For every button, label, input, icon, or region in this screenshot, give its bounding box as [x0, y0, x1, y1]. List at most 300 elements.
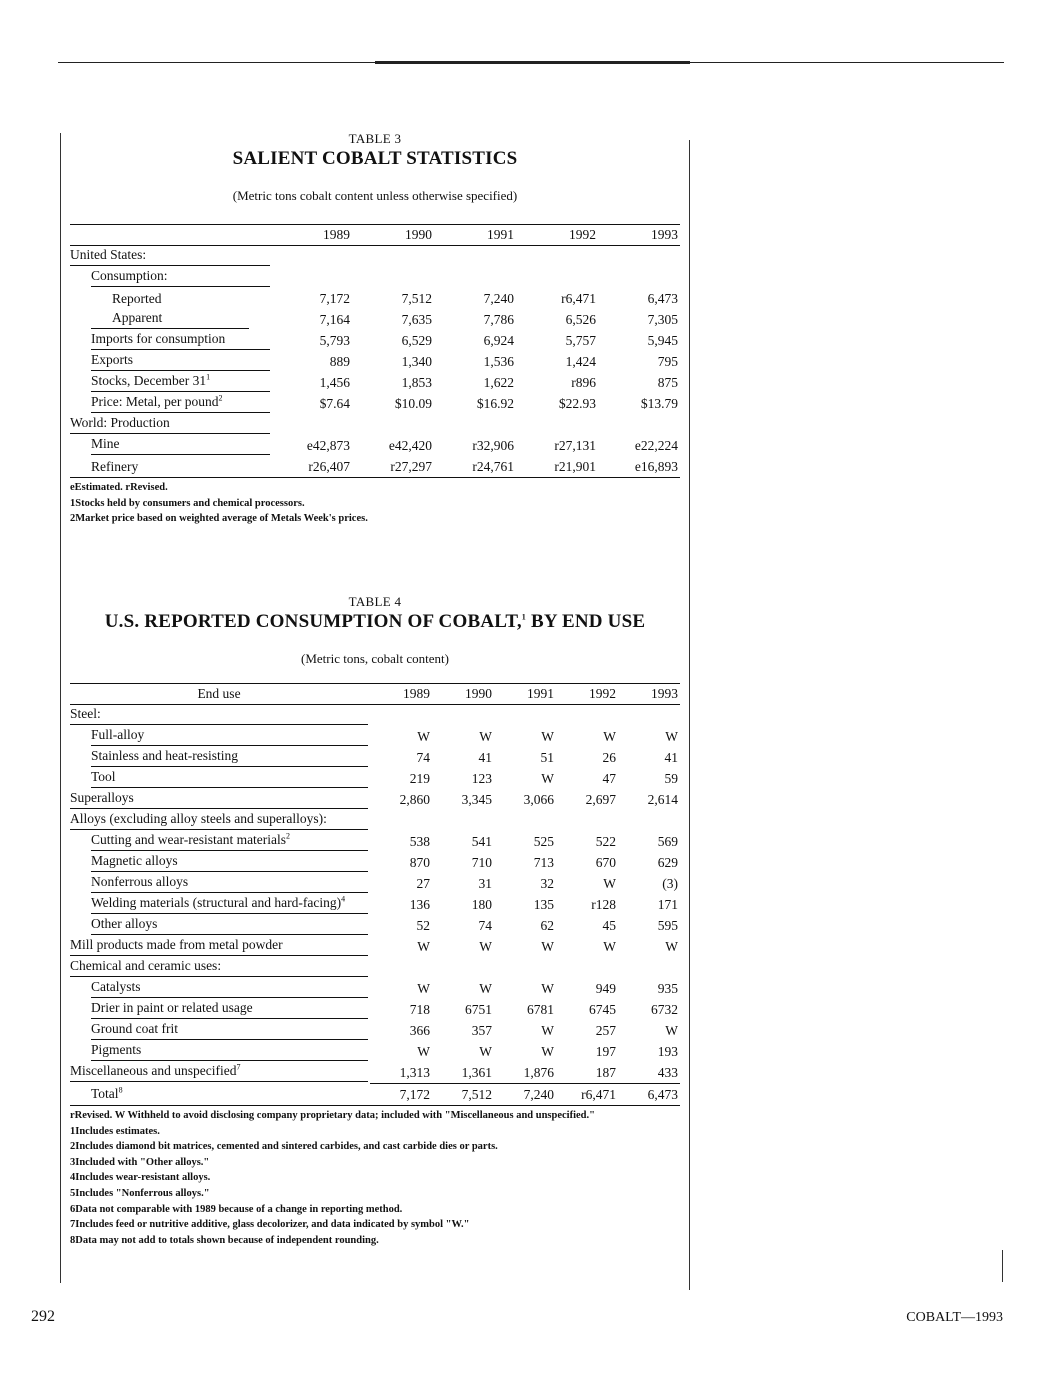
value-cell: 59: [664, 770, 678, 786]
value-cell: 41: [664, 749, 678, 765]
value-cell: [434, 267, 516, 288]
value-cell: W: [603, 875, 616, 891]
row-label-wrap: [91, 1042, 368, 1061]
value-cell: 7,172: [370, 1084, 432, 1106]
table3: [70, 131, 680, 527]
row-label-cell: [70, 1020, 370, 1041]
value-cell: 197: [595, 1043, 616, 1059]
year-header: 1993: [618, 684, 680, 705]
value-cell: 889: [329, 353, 350, 369]
row-label-cell: [70, 267, 270, 288]
top-rule-accent: [375, 61, 690, 64]
value-cell: 357: [471, 1022, 492, 1038]
value-cell: 1,853: [401, 374, 432, 390]
value-cell: 7,305: [647, 311, 678, 327]
row-label: Alloys (excluding alloy steels and superalloys):: [70, 811, 327, 826]
value-cell: [352, 414, 434, 435]
table4-header-label: End use: [70, 684, 370, 705]
table3-subtitle: (Metric tons cobalt content unless otherwise specified): [232, 188, 518, 203]
value-cell: 257: [595, 1022, 616, 1038]
table4-grid: [70, 683, 680, 1106]
value-cell: 1,361: [461, 1064, 492, 1080]
table4-title: [70, 611, 680, 633]
footnote: 2Includes diamond bit matrices, cemented and sintered carbides, and cast carbide dies or parts.: [70, 1141, 498, 1153]
table-row: [70, 915, 680, 936]
value-cell: W: [603, 938, 616, 954]
value-cell: r896: [571, 374, 596, 390]
table-row: [70, 726, 680, 747]
value-cell: e42,873: [306, 437, 350, 453]
value-cell: 2,860: [399, 791, 430, 807]
value-cell: 32: [540, 875, 554, 891]
row-label: Magnetic alloys: [91, 853, 178, 868]
table-row: [70, 414, 680, 435]
row-label-footnote-ref: 8: [118, 1085, 123, 1095]
value-cell: 875: [657, 374, 678, 390]
row-label-cell: [70, 978, 370, 999]
value-cell: 710: [471, 854, 492, 870]
value-cell: [494, 810, 556, 831]
value-cell: 180: [471, 896, 492, 912]
value-cell: W: [417, 938, 430, 954]
row-label-wrap: [91, 310, 249, 329]
table-row: [70, 936, 680, 957]
row-label-cell: [70, 246, 270, 268]
row-label: Ground coat frit: [91, 1021, 178, 1036]
row-label-wrap: [91, 1021, 368, 1040]
table-row: [70, 852, 680, 873]
value-cell: 5,793: [319, 332, 350, 348]
right-column-rule: [1002, 1250, 1003, 1282]
row-label: Mine: [91, 436, 120, 451]
value-cell: 7,164: [319, 311, 350, 327]
value-cell: 31: [478, 875, 492, 891]
value-cell: r6,471: [561, 290, 596, 306]
value-cell: 949: [595, 980, 616, 996]
footnote: 6Data not comparable with 1989 because of a change in reporting method.: [70, 1203, 403, 1215]
value-cell: [270, 246, 352, 268]
footnote: 1Stocks held by consumers and chemical processors.: [70, 497, 305, 509]
row-label: Drier in paint or related usage: [91, 1000, 253, 1015]
table3-footnotes: [70, 480, 680, 527]
value-cell: r24,761: [434, 456, 516, 478]
value-cell: 6,473: [647, 290, 678, 306]
table-row: [70, 978, 680, 999]
row-label-wrap: [91, 1086, 123, 1103]
value-cell: 171: [657, 896, 678, 912]
value-cell: $10.09: [394, 395, 432, 411]
row-label-wrap: [91, 291, 162, 308]
row-label-cell: [70, 957, 370, 978]
row-label-cell: [70, 915, 370, 936]
value-cell: 935: [657, 980, 678, 996]
row-label: Mill products made from metal powder: [70, 937, 283, 952]
row-label-cell: [70, 1041, 370, 1062]
value-cell: [618, 957, 680, 978]
value-cell: 6745: [589, 1001, 616, 1017]
table-row: [70, 1020, 680, 1041]
row-label: Miscellaneous and unspecified: [70, 1063, 237, 1079]
value-cell: 7,172: [319, 290, 350, 306]
row-label-wrap: [70, 937, 368, 956]
table-row: [70, 435, 680, 456]
footnote: 1Includes estimates.: [70, 1125, 160, 1137]
table-row: [70, 1062, 680, 1084]
value-cell: r6,471: [556, 1084, 618, 1106]
value-cell: 26: [602, 749, 616, 765]
value-cell: 7,240: [483, 290, 514, 306]
value-cell: [352, 246, 434, 268]
row-label-cell: [70, 1084, 370, 1106]
value-cell: [556, 957, 618, 978]
row-label: Consumption:: [91, 268, 168, 283]
table4-title-sup: 1: [521, 612, 526, 622]
year-header: 1991: [494, 684, 556, 705]
year-header: 1989: [370, 684, 432, 705]
value-cell: 2,697: [585, 791, 616, 807]
value-cell: W: [417, 1043, 430, 1059]
row-label: Price: Metal, per pound: [91, 394, 219, 409]
value-cell: e16,893: [598, 456, 680, 478]
table4-subtitle: (Metric tons, cobalt content): [300, 651, 449, 666]
value-cell: 538: [409, 833, 430, 849]
table-row: [70, 831, 680, 852]
table-row: [70, 810, 680, 831]
value-cell: [618, 810, 680, 831]
value-cell: [270, 414, 352, 435]
value-cell: 7,512: [401, 290, 432, 306]
page-number: 292: [31, 1308, 55, 1325]
value-cell: [598, 267, 680, 288]
row-label: Other alloys: [91, 916, 158, 931]
value-cell: 670: [595, 854, 616, 870]
value-cell: [434, 414, 516, 435]
value-cell: 1,876: [523, 1064, 554, 1080]
table-row: [70, 1084, 680, 1106]
row-label-wrap: [91, 373, 270, 392]
row-label-footnote-ref: 2: [218, 393, 223, 403]
row-label: Tool: [91, 769, 116, 784]
row-label-wrap: [91, 1000, 368, 1019]
row-label: Nonferrous alloys: [91, 874, 189, 889]
value-cell: $7.64: [319, 395, 350, 411]
value-cell: [618, 705, 680, 727]
row-label-wrap: [91, 331, 270, 350]
value-cell: $22.93: [558, 395, 596, 411]
row-label-wrap: [70, 790, 368, 809]
row-label: Apparent: [112, 310, 163, 325]
footnote: 7Includes feed or nutritive additive, glass decolorizer, and data indicated by symbol "W.": [70, 1219, 470, 1231]
footnote: rRevised. W Withheld to avoid disclosing company proprietary data; included with "Miscellaneous and unspecified.": [70, 1110, 595, 1121]
footnote: eEstimated. rRevised.: [70, 482, 168, 493]
value-cell: W: [541, 980, 554, 996]
value-cell: [432, 957, 494, 978]
running-title: COBALT—1993: [906, 1310, 1003, 1325]
year-header: 1989: [270, 225, 352, 246]
row-label: Chemical and ceramic uses:: [70, 958, 222, 973]
row-label-wrap: [91, 727, 368, 746]
row-label: Exports: [91, 352, 133, 367]
value-cell: r21,901: [516, 456, 598, 478]
table-row: [70, 999, 680, 1020]
row-label: Full-alloy: [91, 727, 145, 742]
value-cell: 2,614: [647, 791, 678, 807]
value-cell: 47: [602, 770, 616, 786]
value-cell: 870: [409, 854, 430, 870]
value-cell: W: [479, 728, 492, 744]
value-cell: 595: [657, 917, 678, 933]
year-header: 1990: [432, 684, 494, 705]
row-label-cell: [70, 726, 370, 747]
left-column-rule: [60, 133, 61, 1283]
value-cell: 52: [416, 917, 430, 933]
row-label-cell: [70, 810, 370, 831]
value-cell: [370, 957, 432, 978]
table4: [70, 594, 680, 1248]
row-label: Stocks, December 31: [91, 373, 207, 388]
row-label-cell: [70, 1062, 370, 1084]
value-cell: 629: [657, 854, 678, 870]
year-header: 1993: [598, 225, 680, 246]
row-label-cell: [70, 873, 370, 894]
value-cell: W: [541, 938, 554, 954]
table4-footnotes: [70, 1108, 680, 1248]
value-cell: r27,131: [554, 437, 596, 453]
value-cell: 51: [540, 749, 554, 765]
value-cell: [434, 246, 516, 268]
row-label-wrap: [91, 895, 368, 914]
row-label-cell: [70, 852, 370, 873]
row-label-wrap: [91, 853, 368, 872]
table-row: [70, 288, 680, 309]
value-cell: 6,526: [565, 311, 596, 327]
table-row: [70, 789, 680, 810]
row-label-wrap: [91, 832, 368, 851]
table4-caption: TABLE 4: [348, 594, 402, 609]
value-cell: W: [541, 770, 554, 786]
row-label-cell: [70, 789, 370, 810]
value-cell: W: [541, 1022, 554, 1038]
value-cell: [370, 705, 432, 727]
value-cell: W: [603, 728, 616, 744]
value-cell: $16.92: [476, 395, 514, 411]
table-row: [70, 330, 680, 351]
table-row: [70, 246, 680, 268]
value-cell: 27: [416, 875, 430, 891]
row-label-cell: [70, 894, 370, 915]
row-label-cell: [70, 330, 270, 351]
value-cell: 3,066: [523, 791, 554, 807]
row-label-cell: [70, 414, 270, 435]
footnote: 2Market price based on weighted average of Metals Week's prices.: [70, 513, 368, 525]
value-cell: 718: [409, 1001, 430, 1017]
row-label-cell: [70, 999, 370, 1020]
row-label-footnote-ref: 2: [286, 831, 291, 841]
footnote: 4Includes wear-resistant alloys.: [70, 1172, 211, 1184]
value-cell: 7,240: [494, 1084, 556, 1106]
value-cell: 3,345: [461, 791, 492, 807]
table-row: [70, 705, 680, 727]
value-cell: 187: [595, 1064, 616, 1080]
row-label-wrap: [70, 415, 270, 434]
value-cell: 1,536: [483, 353, 514, 369]
value-cell: [598, 414, 680, 435]
row-label-wrap: [91, 436, 270, 455]
row-label-wrap: [70, 811, 368, 830]
value-cell: [516, 246, 598, 268]
value-cell: r27,297: [352, 456, 434, 478]
value-cell: 541: [471, 833, 492, 849]
row-label-wrap: [91, 394, 270, 413]
value-cell: 569: [657, 833, 678, 849]
value-cell: 6,924: [483, 332, 514, 348]
row-label-cell: [70, 372, 270, 393]
footnote: 5Includes "Nonferrous alloys.": [70, 1187, 210, 1199]
value-cell: r128: [591, 896, 616, 912]
value-cell: 7,786: [483, 311, 514, 327]
table3-grid: [70, 224, 680, 478]
value-cell: 1,622: [483, 374, 514, 390]
value-cell: 5,945: [647, 332, 678, 348]
table-row: [70, 768, 680, 789]
row-label-cell: [70, 393, 270, 414]
row-label-wrap: [70, 958, 368, 977]
value-cell: 45: [602, 917, 616, 933]
row-label: World: Production: [70, 415, 170, 430]
value-cell: [516, 414, 598, 435]
value-cell: 6732: [651, 1001, 678, 1017]
value-cell: 525: [533, 833, 554, 849]
table-row: [70, 747, 680, 768]
value-cell: e22,224: [634, 437, 678, 453]
row-label-cell: [70, 456, 270, 478]
year-header: 1991: [434, 225, 516, 246]
value-cell: 136: [409, 896, 430, 912]
value-cell: 1,340: [401, 353, 432, 369]
year-header: 1992: [516, 225, 598, 246]
value-cell: $13.79: [640, 395, 678, 411]
row-label-footnote-ref: 1: [206, 372, 211, 382]
table3-header-row: [70, 225, 680, 246]
footnote: 3Included with "Other alloys.": [70, 1156, 210, 1168]
row-label: Steel:: [70, 706, 101, 721]
value-cell: 7,635: [401, 311, 432, 327]
value-cell: 7,512: [432, 1084, 494, 1106]
value-cell: 135: [533, 896, 554, 912]
value-cell: W: [479, 938, 492, 954]
table-row: [70, 456, 680, 478]
table-row: [70, 873, 680, 894]
row-label: Stainless and heat-resisting: [91, 748, 238, 763]
year-header: 1992: [556, 684, 618, 705]
row-label-cell: [70, 936, 370, 957]
table-row: [70, 894, 680, 915]
row-label-cell: [70, 288, 270, 309]
row-label: Cutting and wear-resistant materials: [91, 832, 287, 847]
row-label-cell: [70, 747, 370, 768]
value-cell: 6,473: [618, 1084, 680, 1106]
value-cell: 5,757: [565, 332, 596, 348]
row-label-wrap: [70, 1063, 368, 1082]
row-label: United States:: [70, 247, 147, 262]
value-cell: e42,420: [388, 437, 432, 453]
row-label-wrap: [91, 916, 368, 935]
value-cell: 433: [657, 1064, 678, 1080]
row-label: Imports for consumption: [91, 331, 226, 346]
value-cell: 193: [657, 1043, 678, 1059]
row-label: Superalloys: [70, 790, 134, 805]
value-cell: 123: [471, 770, 492, 786]
value-cell: [494, 957, 556, 978]
value-cell: 366: [409, 1022, 430, 1038]
table-row: [70, 1041, 680, 1062]
row-label-wrap: [91, 769, 368, 788]
value-cell: [432, 705, 494, 727]
value-cell: W: [417, 728, 430, 744]
row-label-cell: [70, 831, 370, 852]
value-cell: 41: [478, 749, 492, 765]
value-cell: (3): [662, 875, 678, 891]
footnote: 8Data may not add to totals shown because of independent rounding.: [70, 1234, 379, 1246]
value-cell: 522: [595, 833, 616, 849]
value-cell: W: [541, 728, 554, 744]
table-row: [70, 957, 680, 978]
value-cell: [598, 246, 680, 268]
center-column-rule: [689, 140, 690, 1290]
value-cell: [352, 267, 434, 288]
value-cell: 74: [416, 749, 430, 765]
row-label-wrap: [91, 459, 138, 476]
table4-title-text: U.S. REPORTED CONSUMPTION OF COBALT,: [104, 611, 522, 632]
table-row: [70, 267, 680, 288]
table4-header-row: [70, 684, 680, 705]
value-cell: W: [479, 1043, 492, 1059]
value-cell: [432, 810, 494, 831]
value-cell: 1,456: [319, 374, 350, 390]
value-cell: [270, 267, 352, 288]
table3-caption: TABLE 3: [348, 131, 402, 146]
value-cell: 6751: [465, 1001, 492, 1017]
row-label: Welding materials (structural and hard-facing): [91, 895, 342, 910]
row-label-cell: [70, 768, 370, 789]
row-label-cell: [70, 309, 270, 330]
value-cell: W: [541, 1043, 554, 1059]
value-cell: 6,529: [401, 332, 432, 348]
row-label-cell: [70, 705, 370, 727]
row-label: Total: [91, 1086, 119, 1102]
value-cell: 1,424: [565, 353, 596, 369]
row-label-wrap: [70, 706, 368, 725]
value-cell: 713: [533, 854, 554, 870]
value-cell: 74: [478, 917, 492, 933]
row-label-wrap: [91, 352, 270, 371]
value-cell: W: [665, 728, 678, 744]
table-row: [70, 309, 680, 330]
value-cell: [556, 810, 618, 831]
row-label-wrap: [91, 874, 368, 893]
value-cell: r26,407: [270, 456, 352, 478]
row-label: Catalysts: [91, 979, 141, 994]
table4-title-end: BY END USE: [526, 611, 646, 632]
table-row: [70, 393, 680, 414]
value-cell: W: [665, 938, 678, 954]
table-row: [70, 351, 680, 372]
row-label-cell: [70, 351, 270, 372]
row-label-cell: [70, 435, 270, 456]
value-cell: r32,906: [472, 437, 514, 453]
value-cell: [370, 810, 432, 831]
value-cell: 795: [657, 353, 678, 369]
